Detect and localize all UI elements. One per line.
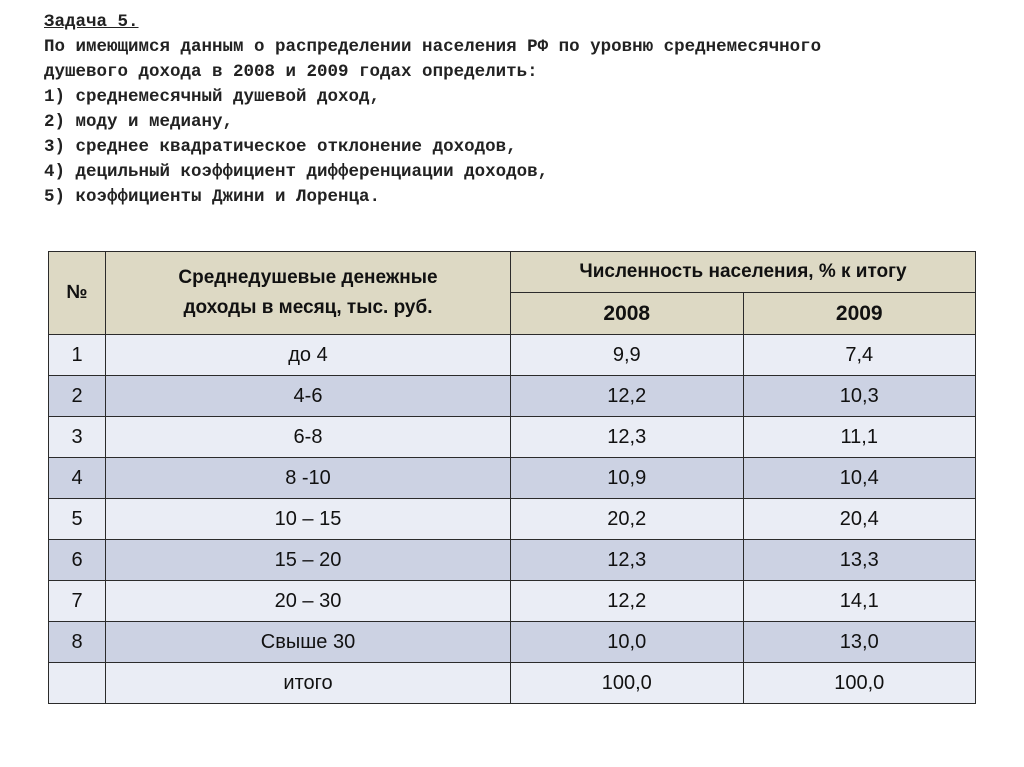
task-line: душевого дохода в 2008 и 2009 годах определить:: [44, 62, 538, 82]
task-line: 2) моду и медиану,: [44, 112, 234, 132]
table-row: [49, 376, 976, 417]
cell-2008: 20,2: [511, 499, 744, 540]
cell-income: итого: [106, 663, 511, 704]
table-row: [49, 458, 976, 499]
cell-2009: 10,3: [743, 376, 976, 417]
cell-2009: 10,4: [743, 458, 976, 499]
table-row: [49, 540, 976, 581]
task-text: [44, 10, 1004, 210]
cell-2008: 9,9: [511, 335, 744, 376]
table-row: [49, 499, 976, 540]
cell-no: 5: [49, 499, 106, 540]
cell-income: 6-8: [106, 417, 511, 458]
cell-2008: 10,9: [511, 458, 744, 499]
cell-2008: 10,0: [511, 622, 744, 663]
header-population: Численность населения, % к итогу: [511, 252, 976, 293]
table-row-total: [49, 663, 976, 704]
cell-income: 15 – 20: [106, 540, 511, 581]
cell-no: 2: [49, 376, 106, 417]
cell-2009: 7,4: [743, 335, 976, 376]
cell-2008: 100,0: [511, 663, 744, 704]
cell-income: до 4: [106, 335, 511, 376]
cell-2009: 13,3: [743, 540, 976, 581]
header-income: [106, 252, 511, 335]
header-income-line2: доходы в месяц, тыс. руб.: [183, 297, 433, 318]
cell-income: 8 -10: [106, 458, 511, 499]
table-row: [49, 417, 976, 458]
task-line: 4) децильный коэффициент дифференциации доходов,: [44, 162, 549, 182]
cell-2008: 12,3: [511, 417, 744, 458]
cell-income: 10 – 15: [106, 499, 511, 540]
cell-2009: 11,1: [743, 417, 976, 458]
cell-no: 4: [49, 458, 106, 499]
cell-2009: 20,4: [743, 499, 976, 540]
cell-no: 3: [49, 417, 106, 458]
cell-2009: 14,1: [743, 581, 976, 622]
cell-no: [49, 663, 106, 704]
cell-income: 20 – 30: [106, 581, 511, 622]
table-row: [49, 335, 976, 376]
table-row: [49, 581, 976, 622]
header-year-2009: 2009: [743, 293, 976, 335]
cell-2009: 13,0: [743, 622, 976, 663]
cell-2008: 12,3: [511, 540, 744, 581]
cell-income: 4-6: [106, 376, 511, 417]
task-line: По имеющимся данным о распределении населения РФ по уровню среднемесячного: [44, 37, 822, 57]
task-title: Задача 5.: [44, 12, 139, 32]
header-income-line1: Среднедушевые денежные: [178, 267, 438, 288]
cell-no: 1: [49, 335, 106, 376]
table-row: [49, 622, 976, 663]
header-year-2008: 2008: [511, 293, 744, 335]
cell-2008: 12,2: [511, 581, 744, 622]
cell-no: 7: [49, 581, 106, 622]
income-distribution-table: [48, 251, 976, 704]
task-line: 3) среднее квадратическое отклонение доходов,: [44, 137, 517, 157]
cell-income: Свыше 30: [106, 622, 511, 663]
cell-no: 6: [49, 540, 106, 581]
cell-2008: 12,2: [511, 376, 744, 417]
header-no: №: [49, 252, 106, 335]
task-line: 1) среднемесячный душевой доход,: [44, 87, 381, 107]
task-line: 5) коэффициенты Джини и Лоренца.: [44, 187, 381, 207]
cell-2009: 100,0: [743, 663, 976, 704]
cell-no: 8: [49, 622, 106, 663]
